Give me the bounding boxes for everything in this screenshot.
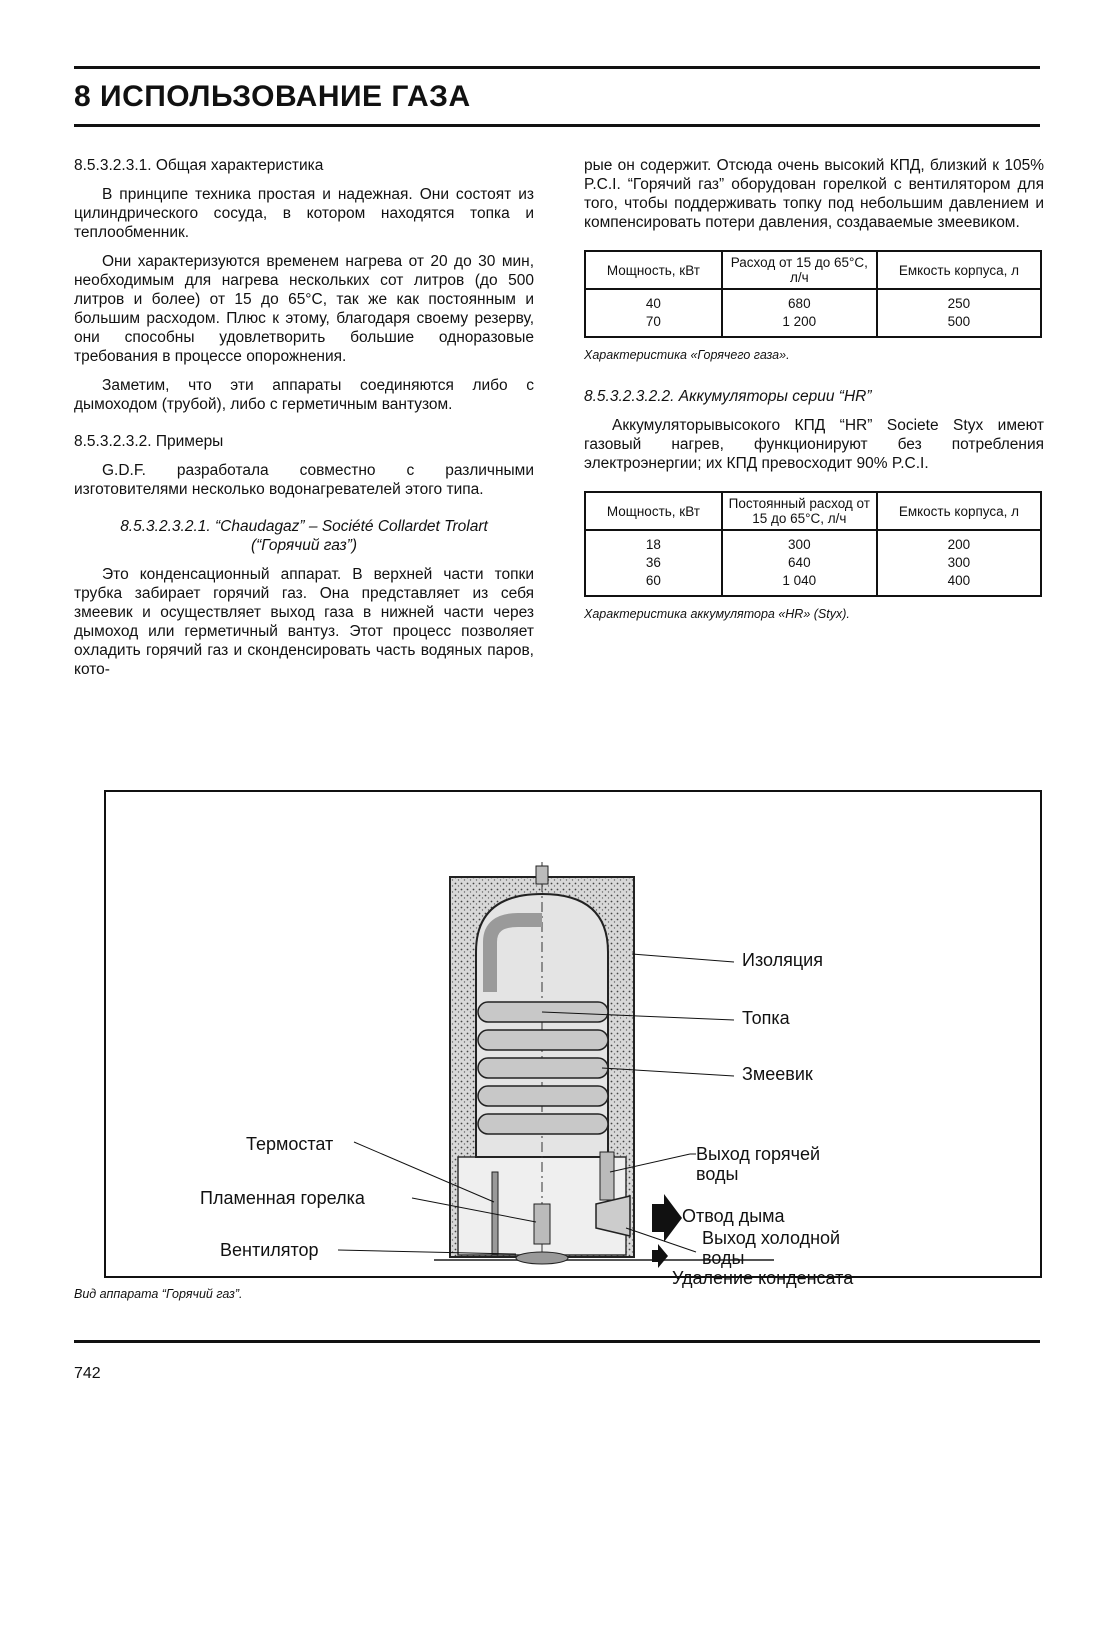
table-header: Мощность, кВт (585, 251, 722, 289)
fan (516, 1252, 568, 1264)
paragraph: рые он содержит. Отсюда очень высокий КПД, близкий к 105% P.C.I. “Горячий газ” оборудован горелкой с вентилятором для того, чтобы поддерживать топку под небольшим давлением и компенсировать потери давления, создаваемые змеевиком. (584, 157, 1044, 231)
left-column (74, 156, 534, 689)
label-insulation: Изоляция (742, 950, 823, 970)
hot-water-outlet (600, 1152, 614, 1200)
label-hot-water-line2: воды (696, 1164, 739, 1184)
table-header: Мощность, кВт (585, 492, 722, 530)
label-cold-water-line2: воды (702, 1248, 745, 1268)
table-header-row (585, 492, 1041, 530)
burner-tube (534, 1204, 550, 1244)
label-firebox: Топка (742, 1008, 790, 1028)
section-heading-hr: 8.5.3.2.3.2.2. Аккумуляторы серии “HR” (584, 388, 872, 405)
heading-line: (“Горячий газ”) (250, 537, 358, 554)
table-cell: 250 500 (877, 289, 1041, 337)
table-header-row (585, 251, 1041, 289)
table-cell: 40 70 (585, 289, 722, 337)
figure-frame (104, 790, 1042, 1288)
paragraph: В принципе техника простая и надежная. Они состоят из цилиндрического сосуда, в котором находятся топка и теплообменник. (74, 186, 534, 241)
section-heading-general: 8.5.3.2.3.1. Общая характеристика (74, 157, 324, 174)
label-cold-water-line1: Выход холодной (702, 1228, 841, 1248)
paragraph: Заметим, что эти аппараты соединяются либо с дымоходом (трубой), либо с герметичным вантузом. (74, 377, 534, 413)
table-row (585, 530, 1041, 596)
thermostat-rod (492, 1172, 498, 1254)
label-fan: Вентилятор (220, 1240, 319, 1260)
chapter-title: 8 ИСПОЛЬЗОВАНИЕ ГАЗА (74, 80, 471, 113)
coil (478, 1002, 608, 1134)
table-cell: 18 36 60 (585, 530, 722, 596)
table-row (585, 289, 1041, 337)
heading-line: 8.5.3.2.3.2.1. “Chaudagaz” – Société Collardet Trolart (120, 518, 488, 535)
label-burner: Пламенная горелка (200, 1188, 365, 1208)
figure-caption: Вид аппарата “Горячий газ”. (74, 1287, 243, 1301)
section-heading-chaudagaz (74, 517, 534, 555)
paragraph: G.D.F. разработала совместно с различными изготовителями несколько водонагревателей этого типа. (74, 462, 534, 498)
paragraph: Аккумуляторывысокого КПД “HR” Societe Styx имеют газовый нагрев, функционируют без потребления электроэнергии; их КПД превосходит 90% P.C.I. (584, 417, 1044, 472)
title-rule (74, 124, 1040, 127)
table-header: Постоянный расход от 15 до 65°С, л/ч (722, 492, 877, 530)
table-cell: 680 1 200 (722, 289, 877, 337)
table-header: Емкость корпуса, л (877, 251, 1041, 289)
top-rule (74, 66, 1040, 69)
right-column (584, 156, 1044, 646)
label-condensate: Удаление конденсата (672, 1268, 854, 1288)
table-cell: 200 300 400 (877, 530, 1041, 596)
label-thermostat: Термостат (246, 1134, 334, 1154)
water-heater-diagram (106, 792, 1040, 1288)
footer-rule (74, 1340, 1040, 1343)
section-heading-examples: 8.5.3.2.3.2. Примеры (74, 433, 224, 450)
condensate-arrow-icon (652, 1244, 668, 1268)
page-number: 742 (74, 1365, 101, 1382)
table-caption: Характеристика «Горячего газа». (584, 348, 790, 362)
label-hot-water-line1: Выход горячей (696, 1144, 821, 1164)
smoke-arrow-icon (652, 1194, 682, 1242)
table-header: Расход от 15 до 65°С, л/ч (722, 251, 877, 289)
label-coil: Змеевик (742, 1064, 813, 1084)
table-header: Емкость корпуса, л (877, 492, 1041, 530)
table-caption: Характеристика аккумулятора «HR» (Styx). (584, 607, 850, 621)
paragraph: Они характеризуются временем нагрева от 20 до 30 мин, необходимым для нагрева нескольких сот литров (до 500 литров и более) от 15 до 65°С, так же как постоянным и большим расходом. Плюс к этому, благодаря своему резерву, они способны удовлетворить большие одноразовые требования в процессе опорожнения. (74, 253, 534, 365)
paragraph: Это конденсационный аппарат. В верхней части топки трубка забирает горячий газ. Она представляет из себя змеевик и осуществляет выход газа в нижней части через дымоход или герметичный вантуз. Этот процесс позволяет охладить горячий газ и сконденсировать часть водяных паров, кото- (74, 566, 534, 678)
table-cell: 300 640 1 040 (722, 530, 877, 596)
spec-table-hr (584, 491, 1042, 597)
label-smoke: Отвод дыма (682, 1206, 785, 1226)
spec-table-hot-gas (584, 250, 1042, 338)
top-connector (536, 866, 548, 884)
